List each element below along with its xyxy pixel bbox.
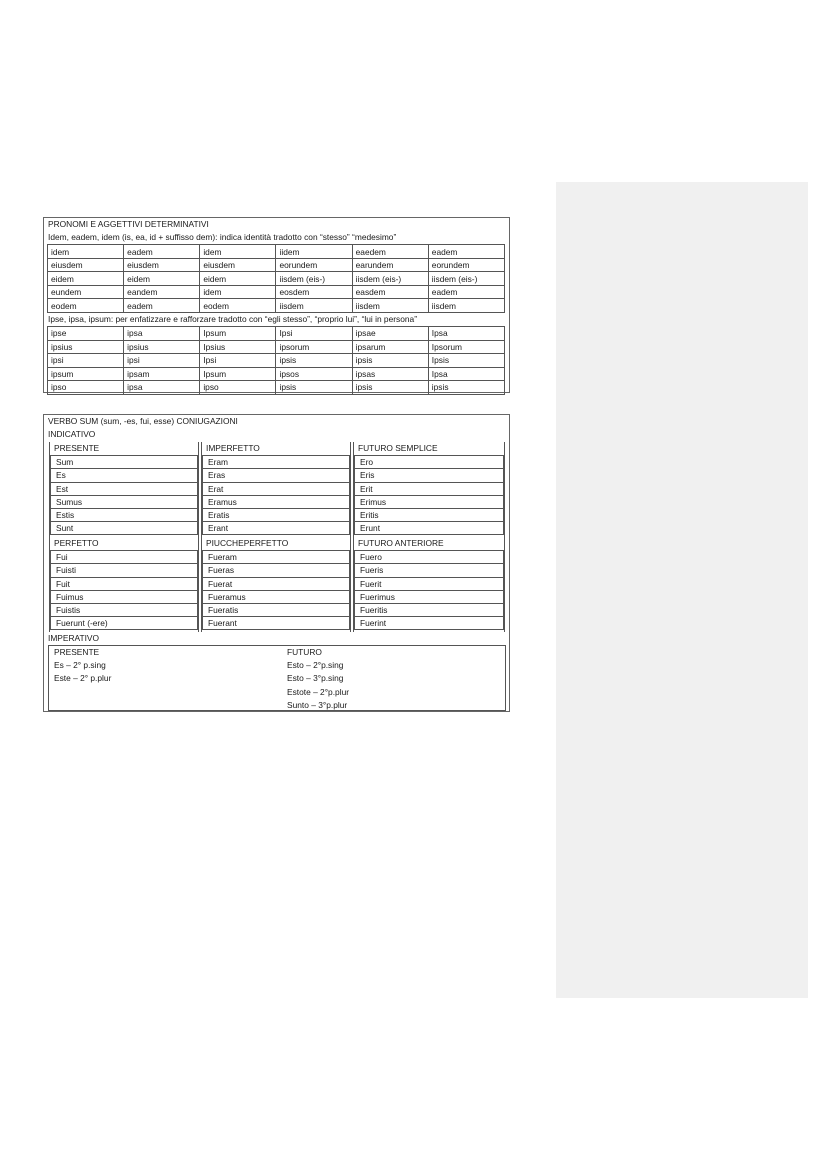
table-cell: ipsas <box>352 367 428 381</box>
verb-form: Fueris <box>355 564 504 577</box>
pronouns-section <box>43 217 510 393</box>
verb-form: Fuerat <box>203 577 350 590</box>
verb-form: Est <box>51 482 198 495</box>
table-cell: eidem <box>200 272 276 286</box>
table-cell: ipsi <box>124 354 200 368</box>
table-row <box>48 367 505 381</box>
table-cell: eidem <box>124 272 200 286</box>
verb-form: Fuerant <box>203 617 350 630</box>
table-cell: eodem <box>48 299 124 313</box>
imp-presente-column <box>49 646 279 686</box>
table-cell: iisdem (eis-) <box>276 272 352 286</box>
imp-futuro-column <box>282 646 502 712</box>
list-item <box>51 590 198 603</box>
list-item <box>51 603 198 616</box>
table-cell: ipsis <box>428 381 504 395</box>
verb-form: Fuerit <box>355 577 504 590</box>
table-cell: ipsi <box>48 354 124 368</box>
verb-form: Fueramus <box>203 590 350 603</box>
list-item <box>203 495 350 508</box>
list-item <box>51 617 198 630</box>
list-item <box>355 469 504 482</box>
imperfetto-table <box>202 455 350 535</box>
futuro-anteriore-label: FUTURO ANTERIORE <box>358 538 444 548</box>
imp-presente-label: PRESENTE <box>54 647 100 657</box>
verb-form: Erit <box>355 482 504 495</box>
futuro-anteriore-table <box>354 550 504 630</box>
table-cell: eadem <box>428 285 504 299</box>
table-cell: eandem <box>124 285 200 299</box>
table-cell: ipsis <box>276 381 352 395</box>
presente-label: PRESENTE <box>54 443 100 453</box>
verb-section <box>43 414 510 712</box>
list-item <box>51 456 198 469</box>
verb-form: Fuerunt (-ere) <box>51 617 198 630</box>
table-cell: ipsorum <box>276 340 352 354</box>
table-cell: eosdem <box>276 285 352 299</box>
indicativo-label: INDICATIVO <box>48 429 96 440</box>
list-item <box>355 456 504 469</box>
table-cell: eundem <box>48 285 124 299</box>
table-cell: iisdem <box>428 299 504 313</box>
list-item <box>203 508 350 521</box>
ipse-table <box>47 326 505 395</box>
list-item <box>203 603 350 616</box>
table-cell: eorundem <box>276 258 352 272</box>
list-item <box>355 508 504 521</box>
table-cell: earundem <box>352 258 428 272</box>
verb-form: Fueritis <box>355 603 504 616</box>
verb-form: Fuit <box>51 577 198 590</box>
imperfetto-column <box>201 442 351 537</box>
table-cell: Ipsum <box>200 327 276 341</box>
list-item <box>51 551 198 564</box>
imp-presente-form: Es – 2° p.sing <box>54 660 106 671</box>
table-cell: Ipsum <box>200 367 276 381</box>
piuccheperfetto-table <box>202 550 350 630</box>
table-cell: ipso <box>200 381 276 395</box>
table-cell: eiusdem <box>48 258 124 272</box>
table-cell: eadem <box>124 245 200 259</box>
imperativo-box <box>48 645 506 711</box>
table-cell: idem <box>200 245 276 259</box>
table-cell: ipsis <box>352 381 428 395</box>
list-item <box>355 495 504 508</box>
table-cell: ipsos <box>276 367 352 381</box>
table-cell: eadem <box>124 299 200 313</box>
verb-form: Fueram <box>203 551 350 564</box>
table-cell: ipsum <box>48 367 124 381</box>
verb-form: Sum <box>51 456 198 469</box>
list-item <box>355 482 504 495</box>
verb-form: Eram <box>203 456 350 469</box>
table-cell: eaedem <box>352 245 428 259</box>
list-item <box>203 482 350 495</box>
table-row <box>48 245 505 259</box>
table-row <box>48 354 505 368</box>
ipse-intro: Ipse, ipsa, ipsum: per enfatizzare e rafforzare tradotto con “egli stesso”, “proprio lui”, “lui in persona” <box>48 313 417 324</box>
verb-form: Fuimus <box>51 590 198 603</box>
table-cell: easdem <box>352 285 428 299</box>
verb-form: Fuerimus <box>355 590 504 603</box>
table-cell: eadem <box>428 245 504 259</box>
table-row <box>48 258 505 272</box>
imperativo-label: IMPERATIVO <box>48 633 100 643</box>
idem-intro: Idem, eadem, idem (is, ea, id + suffisso dem): indica identità tradotto con “stesso” “medesimo” <box>48 232 397 243</box>
list-item <box>51 469 198 482</box>
table-cell: Ipsa <box>428 367 504 381</box>
list-item <box>203 522 350 535</box>
table-cell: eiusdem <box>124 258 200 272</box>
verb-form: Es <box>51 469 198 482</box>
table-row <box>48 340 505 354</box>
imp-presente-form: Este – 2° p.plur <box>54 673 112 684</box>
list-item <box>203 617 350 630</box>
imp-futuro-form: Sunto – 3°p.plur <box>287 699 348 710</box>
table-cell: ipsae <box>352 327 428 341</box>
verb-form: Fueras <box>203 564 350 577</box>
table-cell: iidem <box>276 245 352 259</box>
table-cell: idem <box>200 285 276 299</box>
verb-form: Erimus <box>355 495 504 508</box>
perfetto-column <box>49 537 199 632</box>
table-row <box>48 327 505 341</box>
piuccheperfetto-column <box>201 537 351 632</box>
list-item <box>355 617 504 630</box>
verb-form: Eramus <box>203 495 350 508</box>
list-item <box>203 564 350 577</box>
table-cell: ipso <box>48 381 124 395</box>
imp-futuro-form: Esto – 2°p.sing <box>287 660 344 671</box>
futuro-semplice-table <box>354 455 504 535</box>
list-item <box>203 590 350 603</box>
list-item <box>51 508 198 521</box>
list-item <box>51 482 198 495</box>
pronouns-title: PRONOMI E AGGETTIVI DETERMINATIVI <box>48 219 209 229</box>
verb-form: Eratis <box>203 508 350 521</box>
table-cell: iisdem <box>276 299 352 313</box>
table-cell: ipsa <box>124 327 200 341</box>
table-row <box>48 285 505 299</box>
futuro-semplice-column <box>353 442 505 537</box>
verb-form: Fuerint <box>355 617 504 630</box>
futuro-semplice-label: FUTURO SEMPLICE <box>358 443 438 453</box>
table-row <box>48 299 505 313</box>
table-cell: Ipsis <box>428 354 504 368</box>
table-cell: ipsis <box>352 354 428 368</box>
idem-table <box>47 244 505 313</box>
list-item <box>51 495 198 508</box>
list-item <box>355 551 504 564</box>
verb-form: Sunt <box>51 522 198 535</box>
list-item <box>203 551 350 564</box>
imp-futuro-form: Esto – 3°p.sing <box>287 673 344 684</box>
table-cell: iisdem (eis-) <box>428 272 504 286</box>
list-item <box>355 564 504 577</box>
verb-form: Erat <box>203 482 350 495</box>
table-cell: ipsarum <box>352 340 428 354</box>
verb-title: VERBO SUM (sum, -es, fui, esse) CONIUGAZIONI <box>48 416 238 426</box>
table-cell: ipsa <box>124 381 200 395</box>
table-cell: Ipsi <box>200 354 276 368</box>
list-item <box>203 456 350 469</box>
verb-form: Eritis <box>355 508 504 521</box>
list-item <box>355 590 504 603</box>
table-cell: Ipsi <box>276 327 352 341</box>
table-cell: iisdem <box>352 299 428 313</box>
list-item <box>203 469 350 482</box>
table-cell: eodem <box>200 299 276 313</box>
list-item <box>355 603 504 616</box>
perfetto-label: PERFETTO <box>54 538 99 548</box>
verb-form: Fuisti <box>51 564 198 577</box>
presente-table <box>50 455 198 535</box>
verb-form: Fui <box>51 551 198 564</box>
table-cell: ipsius <box>48 340 124 354</box>
verb-form: Fuero <box>355 551 504 564</box>
table-cell: Ipsius <box>200 340 276 354</box>
table-row <box>48 381 505 395</box>
list-item <box>203 577 350 590</box>
verb-form: Fuistis <box>51 603 198 616</box>
verb-form: Eris <box>355 469 504 482</box>
list-item <box>355 577 504 590</box>
imp-futuro-form: Estote – 2°p.plur <box>287 686 350 697</box>
verb-form: Erant <box>203 522 350 535</box>
comment-pane <box>556 182 808 998</box>
list-item <box>51 564 198 577</box>
futuro-anteriore-column <box>353 537 505 632</box>
list-item <box>355 522 504 535</box>
verb-form: Estis <box>51 508 198 521</box>
piuccheperfetto-label: PIUCCHEPERFETTO <box>206 538 289 548</box>
verb-form: Sumus <box>51 495 198 508</box>
table-cell: Ipsa <box>428 327 504 341</box>
table-cell: ipsis <box>276 354 352 368</box>
imperfetto-label: IMPERFETTO <box>206 443 260 453</box>
table-cell: ipse <box>48 327 124 341</box>
table-cell: eorundem <box>428 258 504 272</box>
table-row <box>48 272 505 286</box>
table-cell: ipsam <box>124 367 200 381</box>
table-cell: ipsius <box>124 340 200 354</box>
presente-column <box>49 442 199 537</box>
list-item <box>51 522 198 535</box>
imp-futuro-label: FUTURO <box>287 647 322 657</box>
verb-form: Ero <box>355 456 504 469</box>
perfetto-table <box>50 550 198 630</box>
verb-form: Fueratis <box>203 603 350 616</box>
table-cell: iisdem (eis-) <box>352 272 428 286</box>
table-cell: Ipsorum <box>428 340 504 354</box>
table-cell: eiusdem <box>200 258 276 272</box>
table-cell: idem <box>48 245 124 259</box>
verb-form: Eras <box>203 469 350 482</box>
table-cell: eidem <box>48 272 124 286</box>
list-item <box>51 577 198 590</box>
verb-form: Erunt <box>355 522 504 535</box>
